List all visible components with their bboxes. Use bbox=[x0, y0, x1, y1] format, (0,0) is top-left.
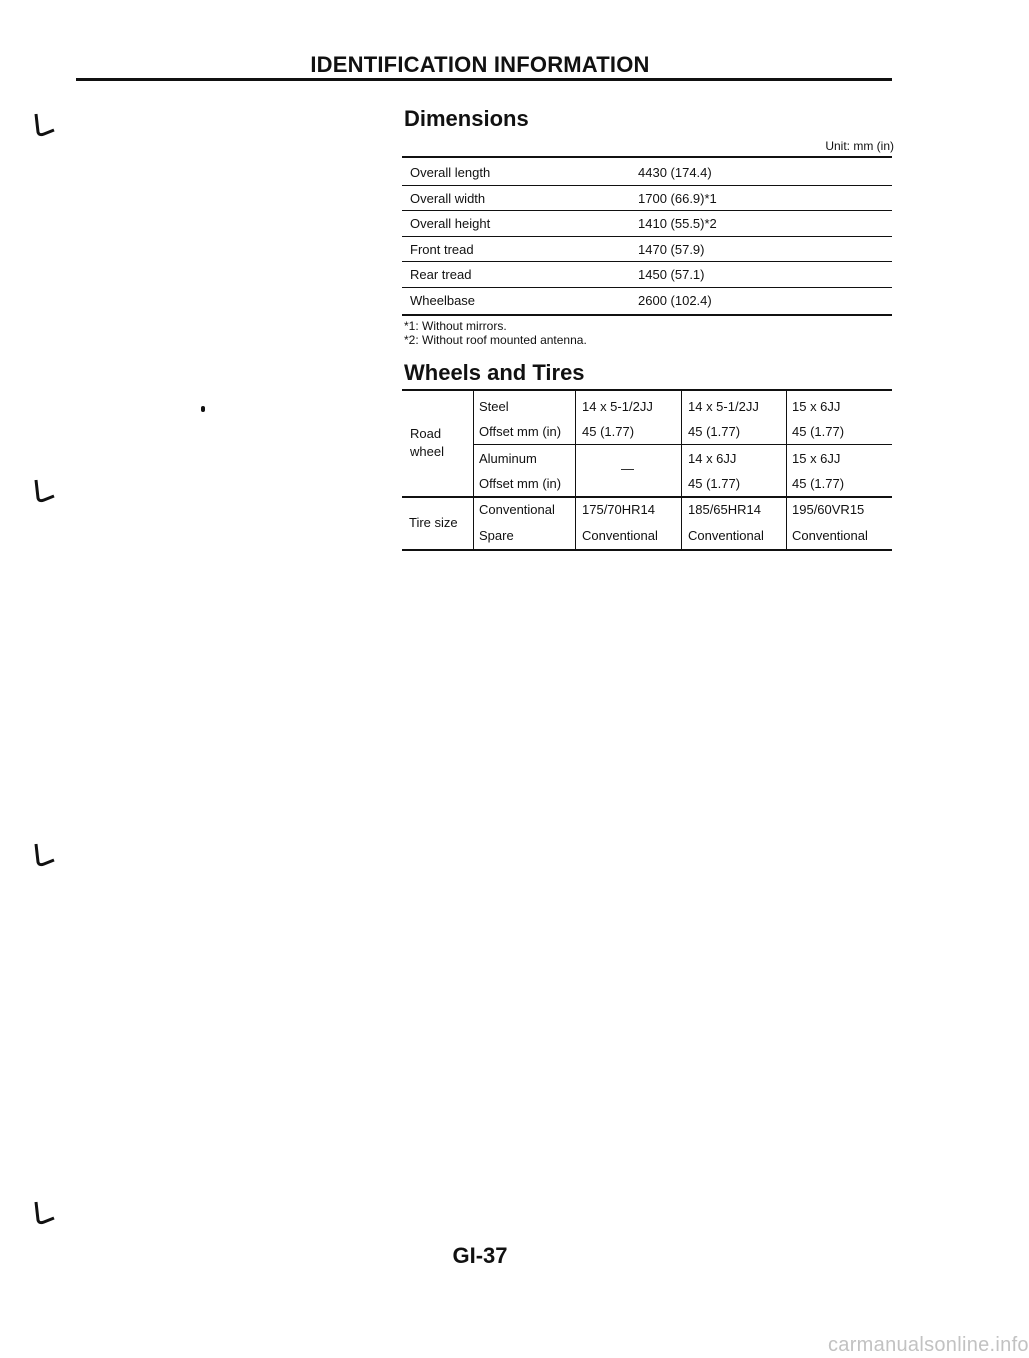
row-divider bbox=[473, 444, 892, 445]
binder-mark-icon bbox=[30, 112, 58, 140]
wheel-type: Aluminum bbox=[479, 451, 537, 466]
column-divider bbox=[786, 390, 787, 550]
wheel-cell-empty: — bbox=[621, 461, 634, 476]
wheel-type: Offset mm (in) bbox=[479, 424, 562, 439]
tire-cell: 175/70HR14 bbox=[582, 502, 655, 517]
row-label: Overall length bbox=[410, 165, 491, 180]
group-divider bbox=[402, 496, 892, 498]
row-value: 1700 (66.9)*1 bbox=[638, 191, 717, 206]
row-value: 4430 (174.4) bbox=[638, 165, 712, 180]
column-divider bbox=[575, 390, 576, 550]
binder-mark-icon bbox=[30, 842, 58, 870]
wheel-cell: 45 (1.77) bbox=[688, 424, 741, 439]
row-label: Wheelbase bbox=[410, 293, 476, 308]
table-bottom-rule bbox=[402, 314, 892, 316]
wheel-cell: 15 x 6JJ bbox=[792, 399, 841, 414]
dimensions-title: Dimensions bbox=[404, 106, 529, 131]
table-row bbox=[402, 211, 892, 235]
table-top-rule bbox=[402, 389, 892, 391]
row-value: 1450 (57.1) bbox=[638, 267, 705, 282]
row-value: 2600 (102.4) bbox=[638, 293, 712, 308]
row-value: 1470 (57.9) bbox=[638, 242, 705, 257]
column-divider bbox=[473, 390, 474, 550]
table-bottom-rule bbox=[402, 549, 892, 551]
tire-type: Spare bbox=[479, 528, 514, 543]
tire-cell: Conventional bbox=[582, 528, 658, 543]
tire-cell: Conventional bbox=[792, 528, 868, 543]
road-wheel-label: wheel bbox=[410, 444, 444, 459]
watermark: carmanualsonline.info bbox=[828, 1334, 1029, 1356]
unit-note: Unit: mm (in) bbox=[825, 139, 894, 153]
table-top-rule bbox=[402, 156, 892, 158]
header-rule bbox=[76, 78, 892, 81]
wheel-cell: 45 (1.77) bbox=[582, 424, 635, 439]
column-divider bbox=[681, 390, 682, 550]
table-row bbox=[402, 262, 892, 286]
table-row bbox=[402, 186, 892, 210]
tire-cell: 195/60VR15 bbox=[792, 502, 865, 517]
tire-type: Conventional bbox=[479, 502, 555, 517]
table-row bbox=[402, 237, 892, 261]
binder-mark-icon bbox=[30, 478, 58, 506]
wheel-type: Offset mm (in) bbox=[479, 476, 562, 491]
road-wheel-label: Road bbox=[410, 426, 442, 441]
page-number: GI-37 bbox=[452, 1243, 508, 1268]
tire-size-label: Tire size bbox=[409, 515, 458, 530]
footnote: *1: Without mirrors. bbox=[404, 319, 507, 333]
tire-cell: 185/65HR14 bbox=[688, 502, 761, 517]
wheel-cell: 45 (1.77) bbox=[792, 424, 845, 439]
wheel-cell: 14 x 5-1/2JJ bbox=[688, 399, 759, 414]
table-row bbox=[402, 288, 892, 312]
wheel-cell: 45 (1.77) bbox=[792, 476, 845, 491]
wheel-cell: 14 x 6JJ bbox=[688, 451, 737, 466]
wheel-cell: 14 x 5-1/2JJ bbox=[582, 399, 653, 414]
row-label: Rear tread bbox=[410, 267, 472, 282]
row-label: Overall height bbox=[410, 216, 491, 231]
table-row bbox=[402, 160, 892, 184]
wheel-cell: 15 x 6JJ bbox=[792, 451, 841, 466]
row-label: Overall width bbox=[410, 191, 486, 206]
row-label: Front tread bbox=[410, 242, 474, 257]
wheel-type: Steel bbox=[479, 399, 509, 414]
stray-dot bbox=[201, 406, 205, 412]
row-value: 1410 (55.5)*2 bbox=[638, 216, 717, 231]
tire-cell: Conventional bbox=[688, 528, 764, 543]
wheels-title: Wheels and Tires bbox=[404, 360, 585, 385]
wheel-cell: 45 (1.77) bbox=[688, 476, 741, 491]
binder-mark-icon bbox=[30, 1200, 58, 1228]
footnote: *2: Without roof mounted antenna. bbox=[404, 333, 587, 347]
page-header: IDENTIFICATION INFORMATION bbox=[310, 52, 650, 77]
